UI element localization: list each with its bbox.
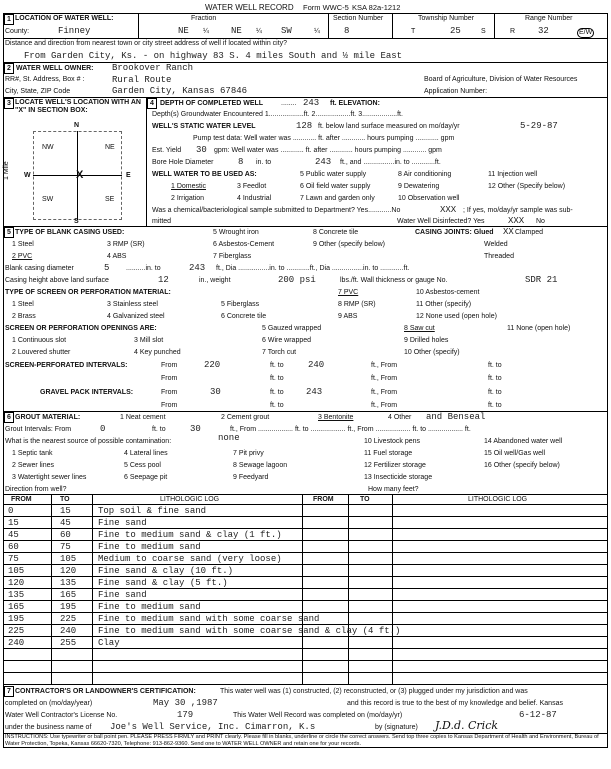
screen-3: 3 Stainless steel	[107, 301, 158, 308]
log-from-header-2: FROM	[313, 496, 334, 503]
use-label: WELL WATER TO BE USED AS:	[152, 171, 257, 178]
height-label: Casing height above land surface	[5, 277, 109, 284]
form-title: WATER WELL RECORD	[205, 3, 294, 12]
grout-1: 1 Neat cement	[120, 414, 166, 421]
opening-1: 1 Continuous slot	[12, 337, 67, 344]
log-to-header-2: TO	[360, 496, 370, 503]
gravel-from: 30	[210, 387, 221, 397]
log-from-cell: 165	[8, 602, 25, 612]
casing-1: 1 Steel	[12, 241, 34, 248]
county-label: County:	[5, 28, 30, 35]
weight-label: in., weight	[199, 277, 231, 284]
diameter-label: Blank casing diameter	[5, 265, 74, 272]
distance-value: From Garden City, Ks. - on highway 83 S. 4 miles South and ½ mile East	[24, 51, 403, 61]
log-description-cell: Medium to coarse sand (very loose)	[98, 554, 282, 564]
log-to-cell: 165	[60, 590, 77, 600]
openings-label: SCREEN OR PERFORATION OPENINGS ARE:	[5, 325, 157, 332]
log-from-cell: 75	[8, 554, 19, 564]
groundwater-line: Depth(s) Groundwater Encountered 1..................ft. 2..................ft. 3..................ft.	[152, 111, 403, 118]
instructions: INSTRUCTIONS: Use typewriter or ball point pen. PLEASE PRESS FIRMLY and PRINT clearly. Please fill in blanks, underline or circle the correct answers. Send top three copies to Kansas Department of Health and Environment, Bureau of Water Protection, Topeka, Kansas 66620-7320, Telephone: 913-862-9360. Send one to WATER WELL OWNER and retain one for your records.	[5, 734, 599, 747]
disinfected-label: Water Well Disinfected? Yes	[397, 218, 485, 225]
bore-to: 243	[315, 157, 332, 167]
perf-from: 220	[204, 360, 221, 370]
use-6: 6 Oil field water supply	[300, 183, 371, 190]
log-to-cell: 255	[60, 638, 77, 648]
section-3-marker: 3	[4, 98, 14, 109]
contamination-label: What is the nearest source of possible contamination:	[5, 438, 172, 445]
fraction-2: NE	[231, 26, 242, 36]
gravel-to: 243	[306, 387, 323, 397]
county-value: Finney	[58, 26, 91, 36]
log-description-cell: Fine to medium sand & clay (1 ft.)	[98, 530, 282, 540]
section-number-label: Section Number	[333, 15, 384, 22]
log-description-cell: Fine sand	[98, 590, 147, 600]
sample-mitted: mitted	[152, 218, 172, 225]
compass-s: S	[74, 218, 79, 225]
quadrant-nw: NW	[42, 144, 54, 151]
log-to-cell: 225	[60, 614, 77, 624]
bore-rest: ft., and ................in. to ............ft.	[340, 159, 441, 166]
est-yield-value: 30	[196, 145, 207, 155]
quadrant-sw: SW	[42, 196, 54, 203]
log-header-2: LITHOLOGIC LOG	[468, 496, 528, 503]
completed-value: May 30 ,1987	[153, 698, 218, 708]
log-to-cell: 75	[60, 542, 71, 552]
casing-9: 9 Other (specify below)	[313, 241, 385, 248]
quarter-3: ¼	[314, 28, 320, 35]
opening-11: 11 None (open hole)	[507, 325, 571, 332]
log-to-cell: 105	[60, 554, 77, 564]
sample-question: Was a chemical/bacteriological sample submitted to Department? Yes............No	[152, 207, 401, 214]
section-2-marker: 2	[4, 63, 14, 74]
cert-label: CONTRACTOR'S OR LANDOWNER'S CERTIFICATION:	[15, 688, 196, 695]
bore-label: Bore Hole Diameter	[152, 159, 214, 166]
range-r: R	[510, 28, 516, 35]
clamped-label: Clamped	[515, 229, 544, 236]
joints-label: CASING JOINTS: Glued	[415, 229, 494, 236]
section-1-marker: 1	[4, 14, 14, 25]
city-label: City, State, ZIP Code	[5, 88, 71, 95]
log-to-cell: 45	[60, 518, 71, 528]
log-from-header: FROM	[11, 496, 32, 503]
log-to-cell: 195	[60, 602, 77, 612]
depth-label: DEPTH OF COMPLETED WELL	[160, 100, 264, 107]
location-label: LOCATION OF WATER WELL:	[15, 15, 114, 22]
perf-to: 240	[308, 360, 325, 370]
record-label: This Water Well Record was completed on (mo/day/yr)	[233, 712, 403, 719]
height-value: 12	[158, 275, 169, 285]
use-2: 2 Irrigation	[171, 195, 205, 202]
owner-label: WATER WELL OWNER:	[16, 65, 94, 72]
diameter-rest: ft., Dia ................in. to ............ft., Dia ................in. to ............ft.	[216, 265, 410, 272]
sample-answer: XXX	[440, 205, 457, 215]
depth-value: 243	[303, 98, 320, 108]
grout-from: 0	[100, 424, 106, 434]
opening-5: 5 Gauzed wrapped	[262, 325, 322, 332]
use-10: 10 Observation well	[398, 195, 460, 202]
use-5: 5 Public water supply	[300, 171, 367, 178]
log-to-header: TO	[60, 496, 70, 503]
compass-e: E	[126, 172, 131, 179]
log-description-cell: Fine to medium sand	[98, 542, 201, 552]
application-label: Application Number:	[424, 88, 488, 95]
est-yield-label: Est. Yield	[152, 147, 182, 154]
fraction-1: NE	[178, 26, 189, 36]
static-rest: ft. below land surface measured on mo/day/yr	[318, 123, 460, 130]
log-description-cell: Fine sand & clay (5 ft.)	[98, 578, 228, 588]
casing-8: 8 Concrete tile	[313, 229, 359, 236]
address-label: RR#, St. Address, Box # :	[5, 76, 85, 83]
distance-label: Distance and direction from nearest town or city street address of well if located within city?	[5, 40, 288, 47]
range-label: Range Number	[525, 15, 573, 22]
quadrant-ne: NE	[105, 144, 115, 151]
section-7-marker: 7	[4, 686, 14, 697]
casing-5: 5 Wrought iron	[213, 229, 259, 236]
cert-text: This water well was (1) constructed, (2) reconstructed, or (3) plugged under my jurisdiction and was	[220, 688, 528, 695]
opening-8-selected: 8 Saw cut	[404, 325, 435, 332]
grout-other-value: and Benseal	[426, 412, 486, 422]
threaded-label: Threaded	[484, 253, 514, 260]
how-many-feet-label: How many feet?	[368, 486, 419, 493]
log-from-cell: 0	[8, 506, 14, 516]
use-4: 4 Industrial	[237, 195, 272, 202]
signature-label: by (signature)	[375, 724, 418, 731]
license-label: Water Well Contractor's License No.	[5, 712, 118, 719]
fraction-label: Fraction	[191, 15, 217, 22]
license-value: 179	[177, 710, 194, 720]
business-value: Joe's Well Service, Inc. Cimarron, K.s	[110, 722, 316, 732]
log-to-cell: 60	[60, 530, 71, 540]
sdr-value: SDR 21	[525, 275, 558, 285]
casing-4: 4 ABS	[107, 253, 127, 260]
screen-9: 9 ABS	[338, 313, 358, 320]
use-1-selected: 1 Domestic	[171, 183, 207, 190]
completed-rest: and this record is true to the best of my knowledge and belief. Kansas	[347, 700, 563, 707]
screen-10: 10 Asbestos-cement	[416, 289, 480, 296]
bore-in: in. to	[256, 159, 272, 166]
screen-7-selected: 7 PVC	[338, 289, 359, 296]
grout-intervals-label: Grout Intervals: From	[5, 426, 72, 433]
screen-5: 5 Fiberglass	[221, 301, 260, 308]
weight-rest: lbs./ft. Wall thickness or gauge No.	[340, 277, 448, 284]
static-value: 128	[296, 121, 313, 131]
welded-label: Welded	[484, 241, 508, 248]
screen-4: 4 Galvanized steel	[107, 313, 165, 320]
opening-4: 4 Key punched	[134, 349, 181, 356]
screen-1: 1 Steel	[12, 301, 34, 308]
disinfected-no: No	[536, 218, 545, 225]
grout-to: 30	[190, 424, 201, 434]
township-label: Township Number	[418, 15, 475, 22]
log-to-cell: 120	[60, 566, 77, 576]
casing-6: 6 Asbestos-Cement	[213, 241, 275, 248]
quadrant-se: SE	[105, 196, 115, 203]
log-description-cell: Fine to medium sand with some coarse sand & clay (4 ft.)	[98, 626, 401, 636]
business-label: under the business name of	[5, 724, 92, 731]
owner-value: Brookover Ranch	[112, 63, 194, 73]
mile-label: 1 Mile	[3, 161, 10, 180]
casing-label: TYPE OF BLANK CASING USED:	[15, 229, 125, 236]
locate-label: LOCATE WELL'S LOCATION WITH AN "X" IN SECTION BOX:	[15, 99, 141, 114]
screen-8: 8 RMP (SR)	[338, 301, 376, 308]
screen-2: 2 Brass	[12, 313, 36, 320]
elevation-label: ft. ELEVATION:	[330, 100, 380, 107]
diameter-to: 243	[189, 263, 206, 273]
sample-rest: ; If yes, mo/day/yr sample was sub-	[463, 207, 573, 214]
contamination-value: none	[218, 433, 240, 443]
township-value: 25	[450, 26, 461, 36]
joints-value: XX	[503, 227, 514, 237]
log-from-cell: 105	[8, 566, 25, 576]
opening-10: 10 Other (specify)	[404, 349, 460, 356]
est-yield-rest: gpm: Well water was ............ ft. after ............ hours pumping ............ gpm	[214, 147, 442, 154]
casing-7: 7 Fiberglass	[213, 253, 252, 260]
static-label: WELL'S STATIC WATER LEVEL	[152, 123, 256, 130]
opening-6: 6 Wire wrapped	[262, 337, 312, 344]
address-value: Rural Route	[112, 75, 172, 85]
log-header: LITHOLOGIC LOG	[160, 496, 220, 503]
use-11: 11 Injection well	[488, 171, 538, 178]
use-12: 12 Other (Specify below)	[488, 183, 566, 190]
log-description-cell: Fine to medium sand	[98, 602, 201, 612]
opening-3: 3 Mill slot	[134, 337, 164, 344]
log-description-cell: Fine sand	[98, 518, 147, 528]
form-number: Form WWC-5	[303, 3, 349, 12]
screen-label: TYPE OF SCREEN OR PERFORATION MATERIAL:	[5, 289, 171, 296]
use-8: 8 Air conditioning	[398, 171, 452, 178]
use-7: 7 Lawn and garden only	[300, 195, 375, 202]
bore-value: 8	[238, 157, 244, 167]
quarter-1: ¼	[203, 28, 209, 35]
log-description-cell: Top soil & fine sand	[98, 506, 207, 516]
form-ksa: KSA 82a-1212	[352, 3, 401, 12]
diameter-value: 5	[104, 263, 110, 273]
log-description-cell: Fine sand & clay (10 ft.)	[98, 566, 234, 576]
direction-label: Direction from well?	[5, 486, 67, 493]
record-date: 6-12-87	[519, 710, 557, 720]
section-number-value: 8	[344, 26, 350, 36]
log-from-cell: 45	[8, 530, 19, 540]
compass-w: W	[24, 172, 31, 179]
township-t: T	[411, 28, 416, 35]
weight-value: 200 psi	[278, 275, 316, 285]
completed-label: completed on (mo/day/year)	[5, 700, 93, 707]
disinfected-value: XXX	[508, 216, 525, 226]
section-6-marker: 6	[4, 412, 14, 423]
water-well-record-form: WATER WELL RECORD Form WWC-5 KSA 82a-1212 1 LOCATION OF WATER WELL: County: Finney Fraction NE ¼ NE ¼ SW ¼ Section Number 8 Township Number T 25 S Range Number R 32 E/W Distance and direction from nearest town or city street address of well if located within city? From Garden City, Ks. - on highway 83 S. 4 miles South and ½ mile East 2 WATER WELL OWNER: Brookover Ranch RR#, St. Address, Box # : Rural Route Board of Agriculture, Division of Water Resources City, State, ZIP Code Garden City, Kansas 67846 Application Number: 3 LOCATE WELL'S LOCATION WITH AN "X" IN SECTION BOX: N NW NE SW SE W E S 1 Mile X 4 DEPTH OF COMPLETED WELL ........ 243 ft. ELEVATION: Depth(s) Groundwater Encountered 1..................ft. 2..................ft. 3..................ft. WELL'S STATIC WATER LEVEL 128 ft. below land surface measured on mo/day/yr 5-29-87 Pump test data: Well water was ............ ft. after ............ hours pumping ............ gpm Est. Yield 30 gpm: Well water was ............ ft. after ............ hours pumping ............ gpm Bore Hole Diameter 8 in. to 243 ft., and ................in. to ............ft. WELL WATER TO BE USED AS: 5 Public water supply 8 Air conditioning 11 Injection well 1 Domestic 3 Feedlot 6 Oil field water supply 9 Dewatering 12 Other (Specify below) 2 Irrigation 4 Industrial 7 Lawn and garden only 10 Observation well Was a chemical/bacteriological sample submitted to Department? Yes............No XXX ; If yes, mo/day/yr sample was sub- mitted Water Well Disinfected? Yes XXX No 5 TYPE OF BLANK CASING USED: 5 Wrought iron 8 Concrete tile CASING JOINTS: Glued XX Clamped 1 Steel 3 RMP (SR) 6 Asbestos-Cement 9 Other (specify below) Welded 2 PVC 4 ABS 7 Fiberglass Threaded Blank casing diameter 5 ..........in. to 243 ft., Dia ................in. to ............ft., Dia ................in. to ............ft. Casing height above land surface 12 in., weight 200 psi lbs./ft. Wall thickness or gauge No. SDR 21 TYPE OF SCREEN OR PERFORATION MATERIAL: 7 PVC 10 Asbestos-cement 1 Steel 3 Stainless steel 5 Fiberglass 8 RMP (SR) 11 Other (specify) 2 Brass 4 Galvanized steel 6 Concrete tile 9 ABS 12 None used (open hole) SCREEN OR PERFORATION OPENINGS ARE: 5 Gauzed wrapped 8 Saw cut 11 None (open hole) 1 Continuous slot 3 Mill slot 6 Wire wrapped 9 Drilled holes 2 Louvered shutter 4 Key punched 7 Torch cut 10 Other (specify) SCREEN-PERFORATED INTERVALS: From 220 ft. to 240 ft., From ft. to From ft. to ft., From ft. to GRAVEL PACK INTERVALS: From 30 ft. to 243 ft., From ft. to From ft. to ft., From ft. to 6 GROUT MATERIAL: 1 Neat cement 2 Cement grout 3 Bentonite 4 Other and Benseal Grout Intervals: From 0 ft. to 30 ft., From .................. ft. to .................. ft., From .................. ft. to .................. ft. What is the nearest source of possible contamination: none 10 Livestock pens 14 Abandoned water well 1 Septic tank 4 Lateral lines 7 Pit privy 11 Fuel storage 15 Oil well/Gas well 2 Sewer lines 5 Cess pool 8 Sewage lagoon 12 Fertilizer storage 16 Other (specify below) 3 Watertight sewer lines 6 Seepage pit 9 Feedyard 13 Insecticide storage Direction from well? How many feet? FROM TO LITHOLOGIC LOG FROM TO LITHOLOGIC LOG 0 15 Top soil & fine sand 15 45 Fine sand 45 60 Fine to medium sand & clay (1 ft.) 60 75 Fine to medium sand 75 105 Medium to coarse sand (very loose) 105 120 Fine sand & clay (10 ft.) 120 135 Fine sand & clay (5 ft.) 135 165 Fine sand 165 195 Fine to medium sand 195 225 Fine to medium sand with some coarse sand 225 240 Fine to medium sand with some coarse sand & clay (4 ft.) 240 255 Clay 7 CONTRACTOR'S OR LANDOWNER'S CERTIFICATION: This water well was (1) constructed, (2) reconstructed, or (3) plugged under my jurisdiction and was completed on (mo/day/year) May 30 ,1987 and this record is true to the best of my knowledge and belief. Kansas Water Well Contractor's License No. 179 This Water Well Record was completed on (mo/day/yr) 6-12-87 under the business name of Joe's Well Service, Inc. Cimarron, K.s by (signature) J.D.d. Crick INSTRUCTIONS: Use typewriter or ball point pen. PLEASE PRESS FIRMLY and PRINT clearly. Please fill in blanks, underline or circle the correct answers. Send top three copies to Kansas Department of Health and Environment, Bureau of Water Protection, Topeka, Kansas 66620-7320, Telephone: 913-862-9360. Send one to WATER WELL OWNER and retain one for your records.	[0, 0, 611, 769]
casing-2-selected: 2 PVC	[12, 253, 33, 260]
compass-n: N	[74, 122, 80, 129]
log-from-cell: 240	[8, 638, 25, 648]
pump-test: Pump test data: Well water was ............ ft. after ............ hours pumping ............ gpm	[193, 135, 455, 142]
grout-4: 4 Other	[388, 414, 412, 421]
range-ew: E/W	[579, 29, 593, 36]
gravel-intervals-label: GRAVEL PACK INTERVALS:	[40, 389, 134, 396]
grout-2: 2 Cement grout	[221, 414, 270, 421]
opening-9: 9 Drilled holes	[404, 337, 449, 344]
quarter-2: ¼	[256, 28, 262, 35]
log-from-cell: 120	[8, 578, 25, 588]
section-5-marker: 5	[4, 227, 14, 238]
screen-12: 12 None used (open hole)	[416, 313, 497, 320]
township-s: S	[481, 28, 486, 35]
perf-intervals-label: SCREEN-PERFORATED INTERVALS:	[5, 362, 128, 369]
use-3: 3 Feedlot	[237, 183, 267, 190]
board-label: Board of Agriculture, Division of Water Resources	[424, 76, 578, 83]
signature: J.D.d. Crick	[435, 719, 499, 732]
log-from-cell: 15	[8, 518, 19, 528]
casing-3: 3 RMP (SR)	[107, 241, 145, 248]
well-location-mark: X	[76, 169, 84, 181]
opening-7: 7 Torch cut	[262, 349, 297, 356]
grout-label: GROUT MATERIAL:	[15, 414, 81, 421]
city-value: Garden City, Kansas 67846	[112, 86, 248, 96]
use-9: 9 Dewatering	[398, 183, 440, 190]
section-4-marker: 4	[147, 98, 157, 109]
log-description-cell: Fine to medium sand with some coarse sand	[98, 614, 320, 624]
log-description-cell: Clay	[98, 638, 120, 648]
log-to-cell: 240	[60, 626, 77, 636]
range-value: 32	[538, 26, 549, 36]
screen-11: 11 Other (specify)	[416, 301, 472, 308]
log-to-cell: 135	[60, 578, 77, 588]
log-from-cell: 195	[8, 614, 25, 624]
log-from-cell: 60	[8, 542, 19, 552]
opening-2: 2 Louvered shutter	[12, 349, 71, 356]
grout-3-selected: 3 Bentonite	[318, 414, 354, 421]
screen-6: 6 Concrete tile	[221, 313, 267, 320]
static-date: 5-29-87	[520, 121, 558, 131]
log-to-cell: 15	[60, 506, 71, 516]
log-from-cell: 135	[8, 590, 25, 600]
log-from-cell: 225	[8, 626, 25, 636]
fraction-3: SW	[281, 26, 292, 36]
